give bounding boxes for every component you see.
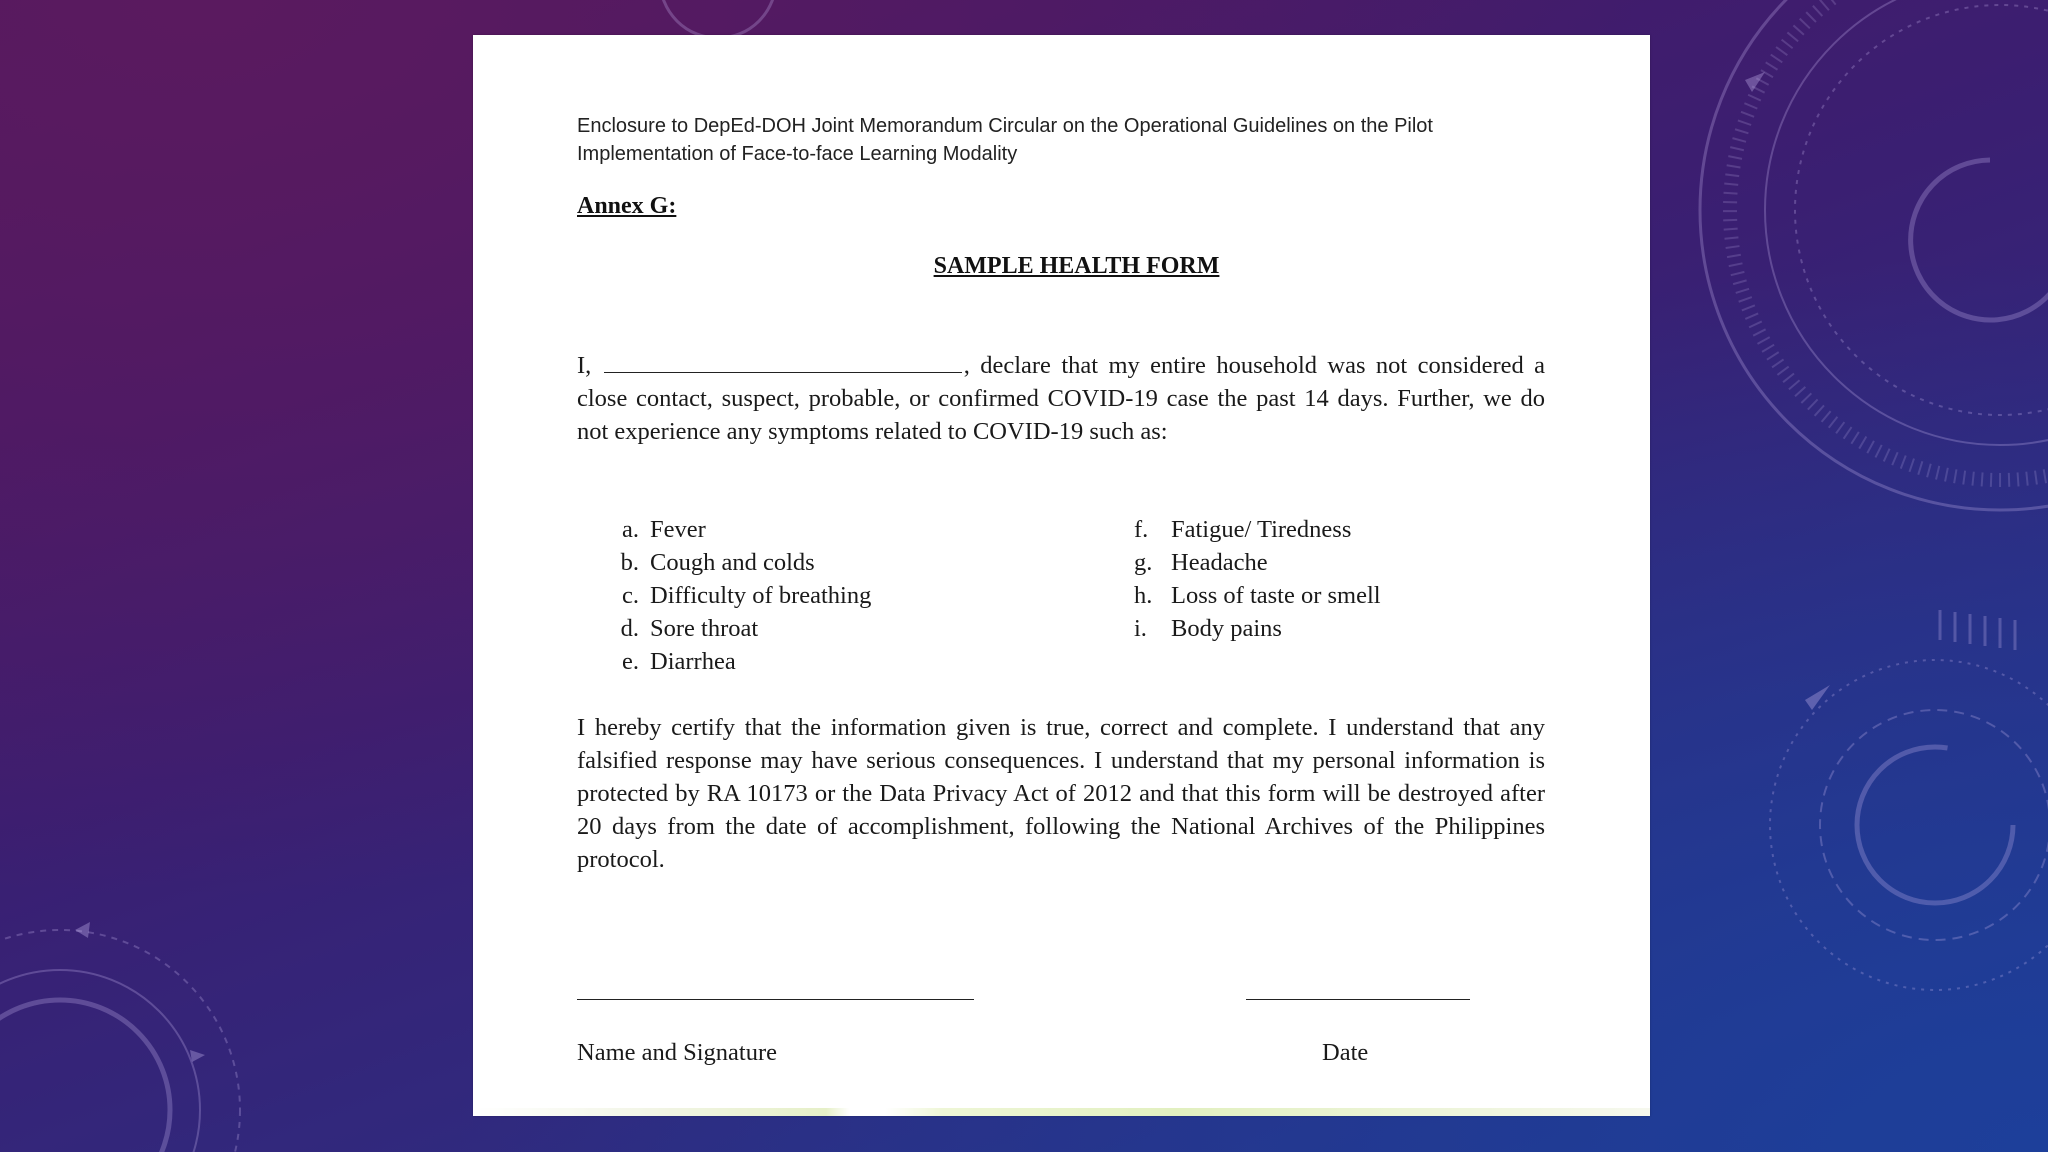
list-item-text: Headache	[1171, 549, 1268, 576]
list-item-letter: g.	[1134, 549, 1153, 576]
signature-line	[577, 999, 974, 1000]
list-item	[613, 645, 871, 678]
list-item-text: Sore throat	[650, 615, 759, 642]
list-item-letter: e.	[622, 648, 639, 675]
list-item-letter: c.	[622, 582, 639, 609]
annex-label: Annex G:	[577, 193, 677, 219]
form-title: SAMPLE HEALTH FORM	[933, 253, 1220, 279]
list-item	[1134, 579, 1381, 612]
symptoms-column-left	[613, 513, 871, 678]
page-bottom-strip	[473, 1108, 1650, 1116]
list-item	[613, 546, 871, 579]
list-item	[1134, 546, 1381, 579]
certification-paragraph: I hereby certify that the information given is true, correct and complete. I understand that any falsified response may have serious consequences. I understand that my personal information is protected by RA 10173 or the Data Privacy Act of 2012 and that this form will be destroyed after 20 days from the date of accomplishment, following the National Archives of the Philippines protocol.	[577, 714, 1545, 873]
list-item-text: Difficulty of breathing	[650, 582, 872, 609]
list-item-letter: d.	[620, 615, 639, 642]
list-item-letter: h.	[1134, 582, 1153, 609]
list-item	[613, 579, 871, 612]
symptoms-column-right	[1134, 513, 1381, 645]
list-item-letter: b.	[620, 549, 639, 576]
declaration-prefix: I,	[577, 352, 592, 379]
list-item-text: Fever	[650, 516, 706, 543]
document-page	[473, 35, 1650, 1116]
date-line	[1246, 999, 1470, 1000]
date-label: Date	[1322, 1039, 1369, 1066]
declaration-paragraph	[577, 349, 1545, 448]
name-blank-line	[604, 352, 962, 373]
list-item-text: Loss of taste or smell	[1171, 582, 1381, 609]
list-item	[1134, 513, 1381, 546]
signature-label: Name and Signature	[577, 1039, 778, 1066]
list-item-text: Cough and colds	[650, 549, 815, 576]
list-item-text: Diarrhea	[650, 648, 736, 675]
list-item-letter: f.	[1134, 516, 1149, 543]
list-item-text: Body pains	[1171, 615, 1282, 642]
list-item-letter: a.	[622, 516, 639, 543]
enclosure-header	[577, 112, 1557, 168]
enclosure-line-1: Enclosure to DepEd-DOH Joint Memorandum Circular on the Operational Guidelines on the Pilot	[577, 115, 1433, 137]
list-item	[1134, 612, 1381, 645]
list-item	[613, 612, 871, 645]
declaration-text: , declare that my entire household was not considered a close contact, suspect, probable, or confirmed COVID-19 case the past 14 days. Further, we do not experience any symptoms related to COVID-19 such as:	[577, 352, 1546, 445]
enclosure-line-2: Implementation of Face-to-face Learning Modality	[577, 143, 1018, 165]
list-item-text: Fatigue/ Tiredness	[1171, 516, 1352, 543]
list-item	[613, 513, 871, 546]
list-item-letter: i.	[1134, 615, 1147, 642]
